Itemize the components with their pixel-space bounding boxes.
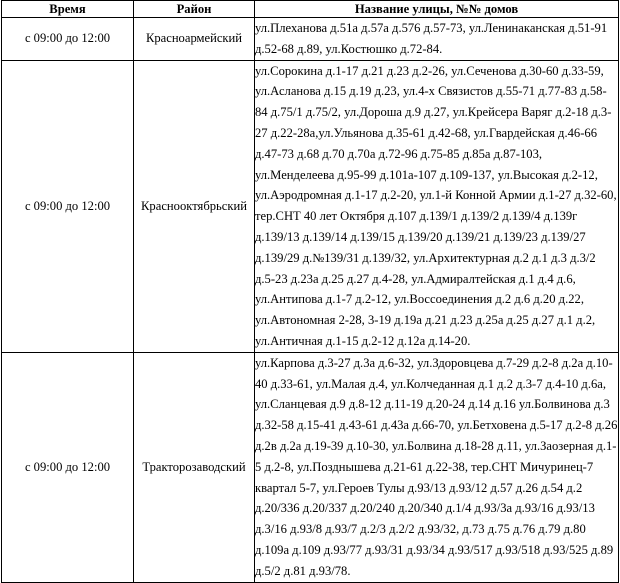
header-time: Время — [2, 1, 134, 18]
time-cell: с 09:00 до 12:00 — [2, 18, 134, 61]
table-row — [2, 60, 619, 352]
outage-schedule-table — [1, 0, 619, 583]
time-cell: с 09:00 до 12:00 — [2, 352, 134, 582]
header-row — [2, 1, 619, 18]
streets-cell: ул.Плеханова д.51а д.57а д.576 д.57-73, ул.Ленинаканская д.51-91 д.52-68 д.89, ул.Костюшко д.72-84. — [255, 18, 619, 61]
table-row — [2, 352, 619, 582]
streets-cell: ул.Сорокина д.1-17 д.21 д.23 д.2-26, ул.Сеченова д.30-60 д.33-59, ул.Асланова д.15 д.19 д.23, ул.4-х Связистов д.55-71 д.77-83 д.58-84 д.75/1 д.75/2, ул.Дороша д.9 д.27, ул.Крейсера Варяг д.2-18 д.3-27 д.22-28а,ул.Ульянова д.35-61 д.42-68, ул.Гвардейская д.46-66 д.47-73 д.68 д.70 д.70а д.72-96 д.75-85 д.85а д.87-103, ул.Менделеева д.95-99 д.101а-107 д.109-137, ул.Высокая д.2-12, ул.Аэродромная д.1-17 д.2-20, ул.1-й Конной Армии д.1-27 д.32-60, тер.СНТ 40 лет Октября д.107 д.139/1 д.139/2 д.139/4 д.139г д.139/13 д.139/14 д.139/15 д.139/20 д.139/21 д.139/23 д.139/27 д.139/29 д.№139/31 д.139/32, ул.Архитектурная д.2 д.1 д.3 д.3/2 д.5-23 д.23а д.25 д.27 д.4-28, ул.Адмиралтейская д.1 д.4 д.6, ул.Антипова д.1-7 д.2-12, ул.Воссоединения д.2 д.6 д.20 д.22, ул.Автономная 2-28, 3-19 д.19а д.21 д.23 д.25а д.25 д.27 д.1 д.2, ул.Античная д.1-15 д.2-12 д.12а д.14-20. — [255, 60, 619, 352]
header-streets: Название улицы, №№ домов — [255, 1, 619, 18]
district-cell: Тракторозаводский — [134, 352, 255, 582]
district-cell: Красноармейский — [134, 18, 255, 61]
table-row — [2, 18, 619, 61]
time-cell: с 09:00 до 12:00 — [2, 60, 134, 352]
district-cell: Краснооктябрьский — [134, 60, 255, 352]
header-district: Район — [134, 1, 255, 18]
streets-cell: ул.Карпова д.3-27 д.3а д.6-32, ул.Здоровцева д.7-29 д.2-8 д.2а д.10-40 д.33-61, ул.Малая д.4, ул.Колчеданная д.1 д.2 д.3-7 д.4-10 д.6а, ул.Сланцевая д.9 д.8-12 д.11-19 д.20-24 д.14 д.16 ул.Болвинова д.3 д.32-58 д.15-41 д.43-61 д.43а д.66-70, ул.Бетховена д.5-17 д.2-8 д.26 д.2в д.2а д.19-39 д.10-30, ул.Болвина д.18-28 д.11, ул.Заозерная д.1-5 д.2-8, ул.Позднышева д.21-61 д.22-38, тер.СНТ Мичуринец-7 квартал 5-7, ул.Героев Тулы д.93/13 д.93/12 д.57 д.26 д.54 д.2 д.20/336 д.20/337 д.20/240 д.20/340 д.1/4 д.93/3а д.93/16 д.93/13 д.3/16 д.93/8 д.93/7 д.2/3 д.2/2 д.93/32, д.73 д.75 д.76 д.79 д.80 д.109а д.109 д.93/77 д.93/31 д.93/34 д.93/517 д.93/518 д.93/525 д.89 д.5/2 д.81 д.93/78. — [255, 352, 619, 582]
